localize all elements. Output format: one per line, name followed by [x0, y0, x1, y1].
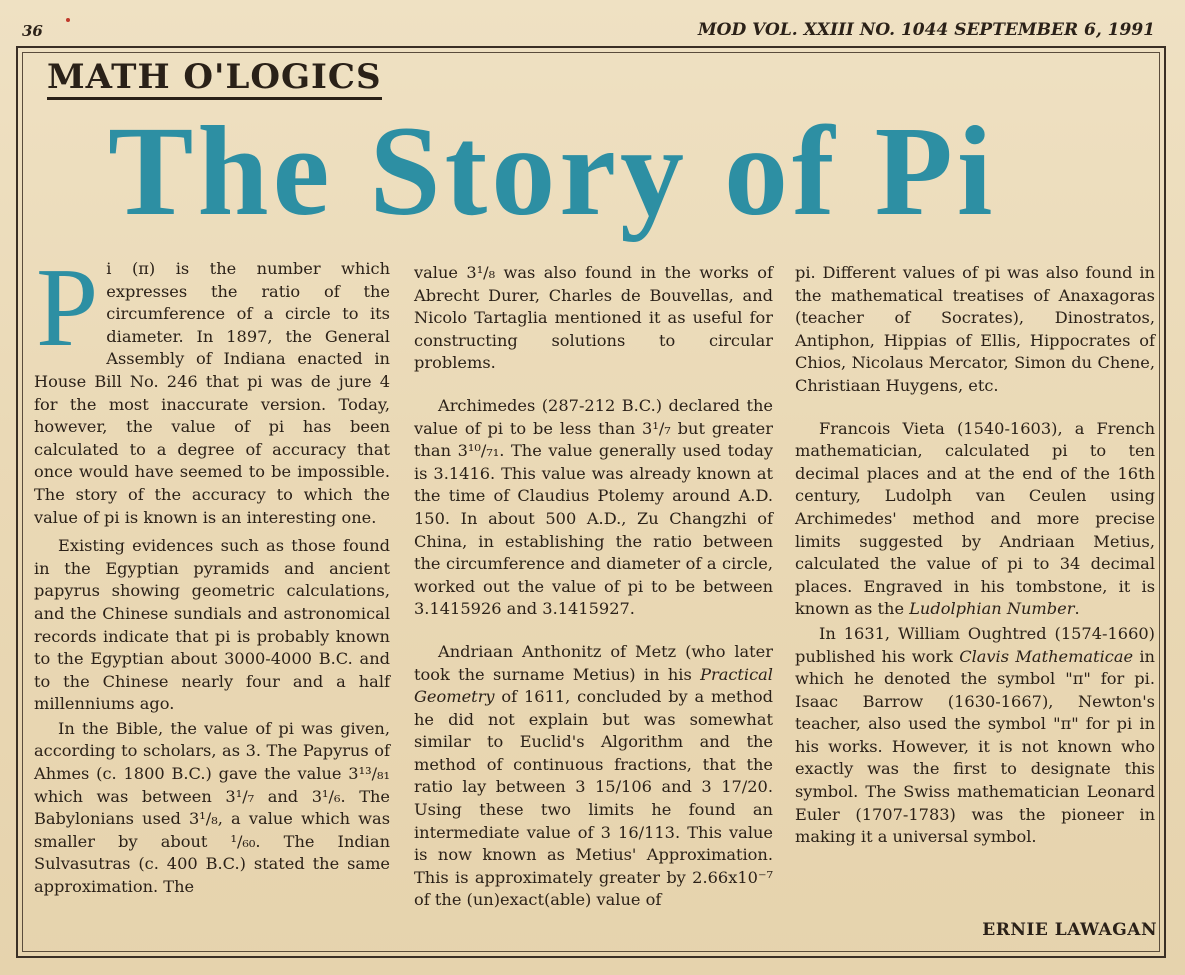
column-1 [34, 246, 390, 899]
paragraph [34, 246, 390, 529]
drop-cap: P [36, 246, 99, 370]
paragraph [795, 623, 1155, 849]
paragraph-text: . [1074, 599, 1080, 619]
paragraph [414, 641, 773, 912]
byline: ERNIE LAWAGAN [982, 920, 1157, 940]
paragraph-text: of 1611, concluded by a method he did not explain but was somewhat similar to Euclid's Algorithm and the method of continuous fractions, that the ratio lay between 3 15/106 and 3 17/20. Using these two limits he found an intermediate value of 3 16/113. This value is now known as Metius' Approximation. This is approximately greater by 2.66x10⁻⁷ of the (un)exact(able) value of [414, 687, 773, 910]
paragraph: In the Bible, the value of pi was given, according to scholars, as 3. The Papyrus of Ahmes (c. 1800 B.C.) gave the value 3¹³/₈₁ which was between 3¹/₇ and 3¹/₆. The Babylonians used 3¹/₈, a value which was smaller by about ¹/₆₀. The Indian Sulvasutras (c. 400 B.C.) stated the same approximation. The [34, 718, 390, 897]
book-title: Practical Geometry [414, 664, 773, 707]
paragraph-text: Andriaan Anthonitz of Metz (who later took the surname Metius) in his [414, 641, 773, 684]
paragraph-text: i (π) is the number which expresses the ratio of the circumference of a circle to its diameter. In 1897, the General Assembly of Indiana enacted in House Bill No. 246 that pi was de jure 4 for the most inaccurate version. Today, however, the value of pi has been calculated to a degree of accuracy that once would have seemed to be impossible. The story of the accuracy to which the value of pi is known is an interesting one. [34, 259, 390, 527]
paragraph-text: Francois Vieta (1540-1603), a French mathematician, calculated pi to ten decimal places and at the end of the 16th century, Ludolph van Ceulen using Archimedes' method and more precise limits suggested by Andriaan Metius, calculated the value of pi to 34 decimal places. Engraved in his tombstone, it is known as the [795, 418, 1155, 619]
column-3 [795, 262, 1155, 849]
page-number: 36 [22, 22, 43, 40]
paragraph [795, 418, 1155, 621]
paragraph-text: in which he denoted the symbol "π" for pi. Isaac Barrow (1630-1667), Newton's teacher, also used the symbol "π" for pi in his works. However, it is not known who exactly was the first to designate this symbol. The Swiss mathematician Leonard Euler (1707-1783) was the pioneer in making it a universal symbol. [795, 646, 1155, 847]
book-title: Clavis Mathematicae [959, 646, 1134, 666]
paragraph: value 3¹/₈ was also found in the works of Abrecht Durer, Charles de Bouvellas, and Nicolo Tartaglia mentioned it as useful for constructing solutions to circular problems. [414, 263, 773, 373]
section-label: MATH O'LOGICS [47, 58, 382, 100]
paragraph: Existing evidences such as those found in the Egyptian pyramids and ancient papyrus showing geometric calculations, and the Chinese sundials and astronomical records indicate that pi is probably known to the Egyptian about 3000-4000 B.C. and to the Chinese nearly four and a half millenniums ago. [34, 536, 390, 714]
page-header [0, 18, 1185, 46]
paragraph: Archimedes (287-212 B.C.) declared the value of pi to be less than 3¹/₇ but greater than 3¹⁰/₇₁. The value generally used today is 3.1416. This value was already known at the time of Claudius Ptolemy around A.D. 150. In about 500 A.D., Zu Changzhi of China, in establishing the ratio between the circumference and diameter of a circle, worked out the value of pi to be between 3.1415926 and 3.1415927. [414, 395, 773, 619]
issue-info: MOD VOL. XXIII NO. 1044 SEPTEMBER 6, 1991 [697, 20, 1155, 40]
column-2 [414, 262, 773, 912]
term-italic: Ludolphian Number [909, 599, 1075, 619]
paragraph: pi. Different values of pi was also found in the mathematical treatises of Anaxagoras (teacher of Socrates), Dinostratos, Antiphon, Hippias of Ellis, Hippocrates of Chios, Nicolaus Mercator, Simon du Chene, Christiaan Huygens, etc. [795, 263, 1155, 395]
article-title: The Story of Pi [108, 100, 997, 242]
paragraph-text: In 1631, William Oughtred (1574-1660) published his work [795, 623, 1155, 666]
